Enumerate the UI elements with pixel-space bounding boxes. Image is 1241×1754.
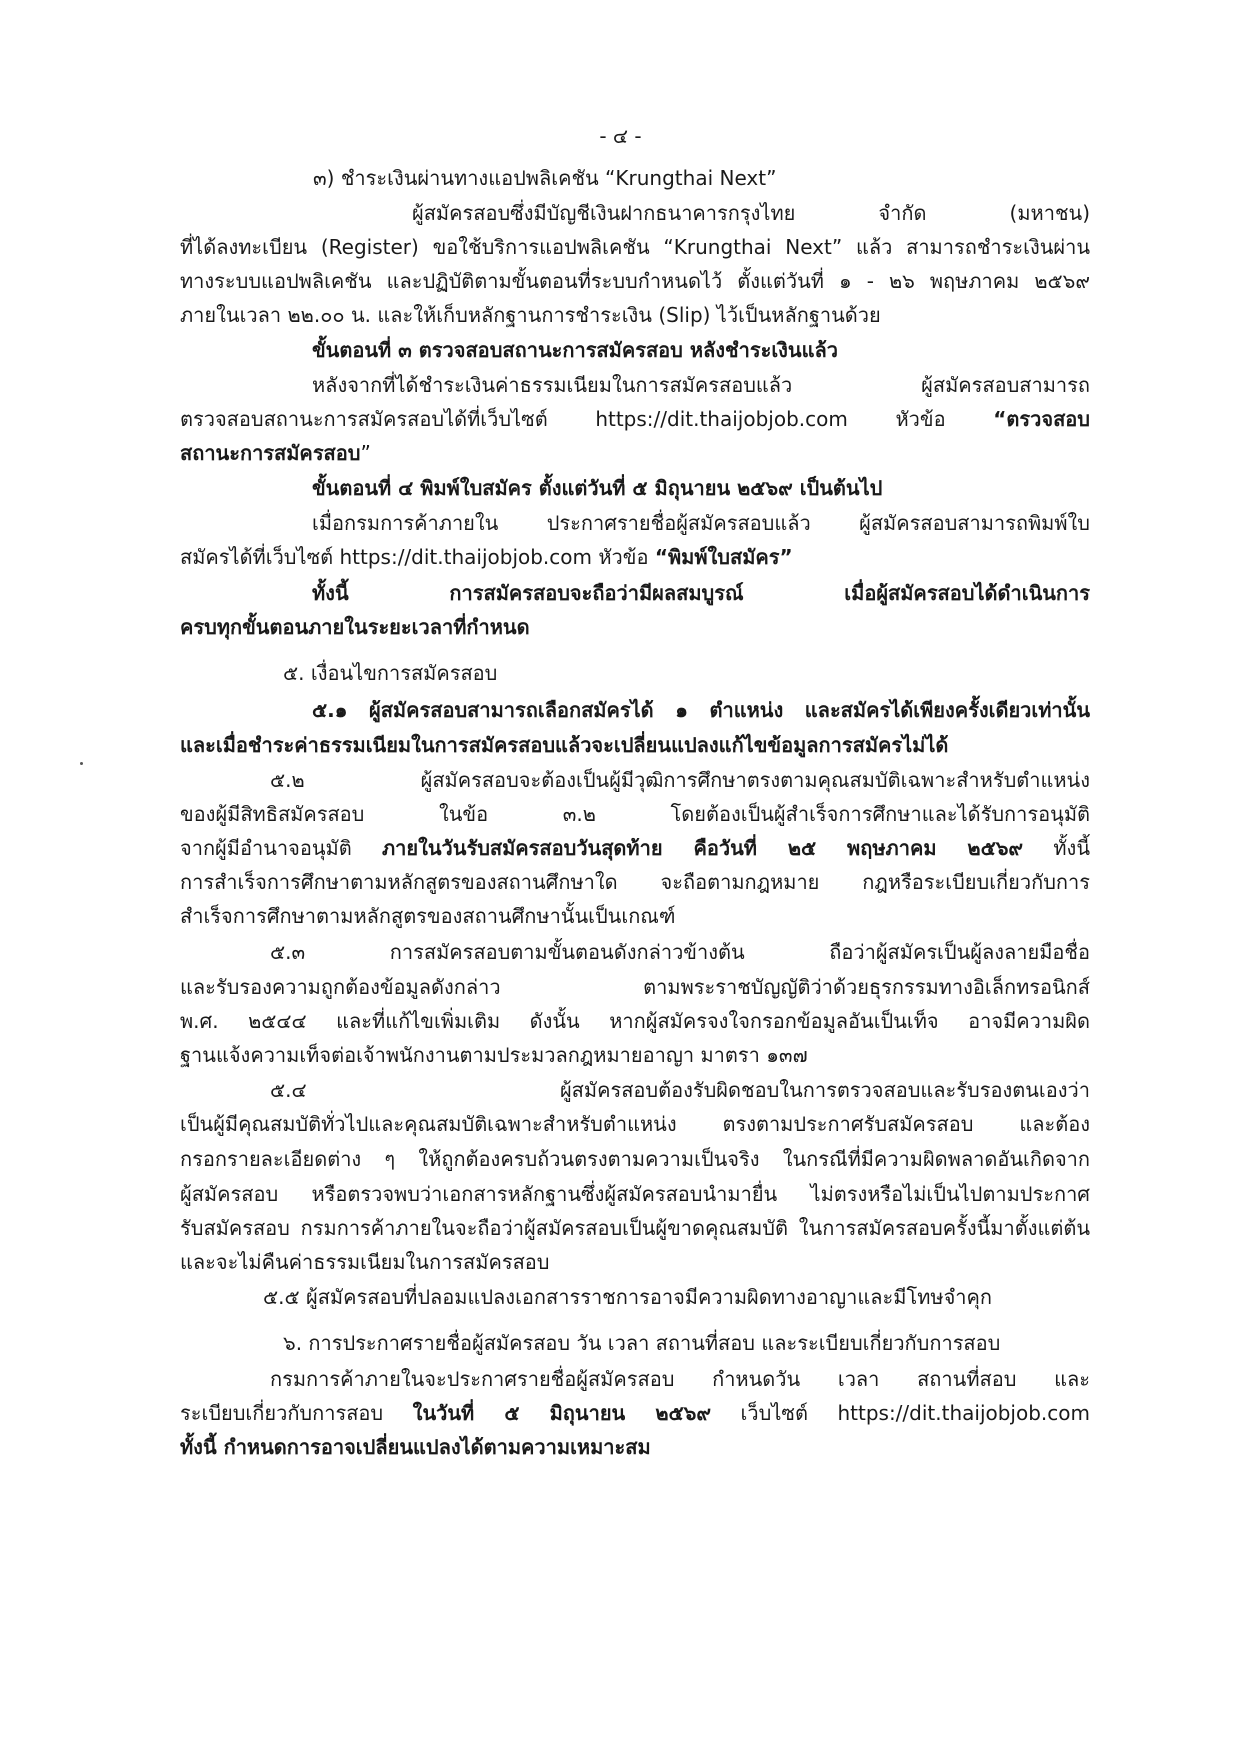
text: ของผู้มีสิทธิสมัครสอบ ในข้อ ๓.๒ โดยต้องเป็นผู้สำเร็จการศึกษาและได้รับการอนุมัติ xyxy=(180,802,1090,826)
clause-line xyxy=(180,1177,1090,1211)
paragraph-line xyxy=(180,298,881,332)
bold-text: ขั้นตอนที่ ๔ พิมพ์ใบสมัคร ตั้งแต่วันที่ ๕ มิถุนายน ๒๕๖๙ เป็นต้นไป xyxy=(312,476,883,500)
text: กรอกรายละเอียดต่าง ๆ ให้ถูกต้องครบถ้วนตรงตามความเป็นจริง ในกรณีที่มีความผิดพลาดอันเกิดจาก xyxy=(180,1147,1090,1171)
text: ๕.๔ ผู้สมัครสอบต้องรับผิดชอบในการตรวจสอบและรับรองตนเองว่า xyxy=(270,1078,1090,1102)
bold-text: สถานะการสมัครสอบ xyxy=(180,441,361,465)
text: เมื่อกรมการค้าภายใน ประกาศรายชื่อผู้สมัครสอบแล้ว ผู้สมัครสอบสามารถพิมพ์ใบ xyxy=(312,511,1090,535)
section-heading xyxy=(283,656,497,690)
subsection-heading xyxy=(313,161,776,195)
clause-line xyxy=(180,1211,1090,1245)
text: และรับรองความถูกต้องข้อมูลดังกล่าว ตามพระราชบัญญัติว่าด้วยธุรกรรมทางอิเล็กทรอนิกส์ xyxy=(180,975,1090,999)
paragraph-line xyxy=(180,402,1090,436)
note-line xyxy=(312,576,1090,610)
paragraph-line xyxy=(312,506,1090,540)
text: ตรวจสอบสถานะการสมัครสอบได้ที่เว็บไซต์ https://dit.thaijobjob.com หัวข้อ xyxy=(180,407,994,431)
clause-line xyxy=(312,693,1090,727)
bold-text: “ตรวจสอบ xyxy=(993,407,1090,431)
clause-line xyxy=(180,1038,808,1072)
scan-speck xyxy=(80,762,83,765)
bold-text: ทั้งนี้ กำหนดการอาจเปลี่ยนแปลงได้ตามความเหมาะสม xyxy=(180,1435,651,1459)
paragraph-line xyxy=(270,1362,1090,1396)
bold-text: ขั้นตอนที่ ๓ ตรวจสอบสถานะการสมัครสอบ หลังชำระเงินแล้ว xyxy=(312,338,838,362)
text: การสำเร็จการศึกษาตามหลักสูตรของสถานศึกษาใด จะถือตามกฎหมาย กฎหรือระเบียบเกี่ยวกับการ xyxy=(180,870,1090,894)
paragraph-line xyxy=(412,196,1090,230)
text: รับสมัครสอบ กรมการค้าภายในจะถือว่าผู้สมัครสอบเป็นผู้ขาดคุณสมบัติ ในการสมัครสอบครั้งนี้มาตั้งแต่ต้น xyxy=(180,1216,1090,1240)
clause-line xyxy=(180,970,1090,1004)
step-heading xyxy=(312,333,838,367)
text: จากผู้มีอำนาจอนุมัติ xyxy=(180,836,382,860)
clause-line xyxy=(180,899,675,933)
paragraph-line xyxy=(180,264,1090,298)
text: ผู้สมัครสอบ หรือตรวจพบว่าเอกสารหลักฐานซึ่งผู้สมัครสอบนำมายื่น ไม่ตรงหรือไม่เป็นไปตามประกาศ xyxy=(180,1182,1090,1206)
text: และจะไม่คืนค่าธรรมเนียมในการสมัครสอบ xyxy=(180,1250,550,1274)
page-number: - ๔ - xyxy=(599,124,642,148)
paragraph-line xyxy=(180,1430,651,1464)
clause-line xyxy=(270,935,1090,969)
text: ๓) ชำระเงินผ่านทางแอปพลิเคชัน “Krungthai Next” xyxy=(313,166,777,190)
bold-text: และเมื่อชำระค่าธรรมเนียมในการสมัครสอบแล้วจะเปลี่ยนแปลงแก้ไขข้อมูลการสมัครไม่ได้ xyxy=(180,733,949,757)
text: ที่ได้ลงทะเบียน (Register) ขอใช้บริการแอปพลิเคชัน “Krungthai Next” แล้ว สามารถชำระเงินผ่าน xyxy=(180,235,1090,259)
text: ๕.๓ การสมัครสอบตามขั้นตอนดังกล่าวข้างต้น ถือว่าผู้สมัครเป็นผู้ลงลายมือชื่อ xyxy=(270,940,1090,964)
text: ๕.๕ ผู้สมัครสอบที่ปลอมแปลงเอกสารราชการอาจมีความผิดทางอาญาและมีโทษจำคุก xyxy=(263,1285,993,1309)
bold-text: ทั้งนี้ การสมัครสอบจะถือว่ามีผลสมบูรณ์ เมื่อผู้สมัครสอบได้ดำเนินการ xyxy=(312,581,1090,605)
clause-line xyxy=(180,728,948,762)
section-heading xyxy=(283,1326,1000,1360)
bold-text: ๕.๑ ผู้สมัครสอบสามารถเลือกสมัครได้ ๑ ตำแหน่ง และสมัครได้เพียงครั้งเดียวเท่านั้น xyxy=(312,698,1090,722)
bold-text: ในวันที่ ๕ มิถุนายน ๒๕๖๙ xyxy=(412,1401,712,1425)
paragraph-line xyxy=(180,540,793,574)
clause-line xyxy=(180,1004,1090,1038)
clause-line xyxy=(180,1142,1090,1176)
text: หลังจากที่ได้ชำระเงินค่าธรรมเนียมในการสมัครสอบแล้ว ผู้สมัครสอบสามารถ xyxy=(312,373,1090,397)
text: สมัครได้ที่เว็บไซต์ https://dit.thaijobjob.com หัวข้อ xyxy=(180,545,655,569)
text: กรมการค้าภายในจะประกาศรายชื่อผู้สมัครสอบ กำหนดวัน เวลา สถานที่สอบ และ xyxy=(270,1367,1090,1391)
clause-line xyxy=(180,1107,1090,1141)
bold-text: ภายในวันรับสมัครสอบวันสุดท้าย คือวันที่ ๒๕ พฤษภาคม ๒๕๖๙ xyxy=(381,836,1024,860)
note-line xyxy=(180,610,530,644)
paragraph-line xyxy=(312,368,1090,402)
clause-line xyxy=(263,1280,992,1314)
text: ๕.๒ ผู้สมัครสอบจะต้องเป็นผู้มีวุฒิการศึกษาตรงตามคุณสมบัติเฉพาะสำหรับตำแหน่ง xyxy=(270,768,1090,792)
paragraph-line xyxy=(180,1396,1090,1430)
text: สำเร็จการศึกษาตามหลักสูตรของสถานศึกษานั้นเป็นเกณฑ์ xyxy=(180,904,676,928)
text: ผู้สมัครสอบซึ่งมีบัญชีเงินฝากธนาคารกรุงไทย จำกัด (มหาชน) xyxy=(412,201,1090,225)
text: ทางระบบแอปพลิเคชัน และปฏิบัติตามขั้นตอนที่ระบบกำหนดไว้ ตั้งแต่วันที่ ๑ - ๒๖ พฤษภาคม ๒๕๖๙ xyxy=(180,269,1090,293)
text: ระเบียบเกี่ยวกับการสอบ xyxy=(180,1401,413,1425)
clause-line xyxy=(180,1245,549,1279)
clause-line xyxy=(270,1073,1090,1107)
paragraph-line xyxy=(180,436,371,470)
text: ๕. เงื่อนไขการสมัครสอบ xyxy=(283,661,498,685)
text: พ.ศ. ๒๕๔๔ และที่แก้ไขเพิ่มเติม ดังนั้น หากผู้สมัครจงใจกรอกข้อมูลอันเป็นเท็จ อาจมีความผิด xyxy=(180,1009,1090,1033)
clause-line xyxy=(180,831,1090,865)
clause-line xyxy=(180,797,1090,831)
text: ๖. การประกาศรายชื่อผู้สมัครสอบ วัน เวลา สถานที่สอบ และระเบียบเกี่ยวกับการสอบ xyxy=(283,1331,1001,1355)
clause-line xyxy=(270,763,1090,797)
bold-text: ครบทุกขั้นตอนภายในระยะเวลาที่กำหนด xyxy=(180,615,530,639)
text: ภายในเวลา ๒๒.๐๐ น. และให้เก็บหลักฐานการชำระเงิน (Slip) ไว้เป็นหลักฐานด้วย xyxy=(180,303,881,327)
paragraph-line xyxy=(180,230,1090,264)
clause-line xyxy=(180,865,1090,899)
bold-text: “พิมพ์ใบสมัคร” xyxy=(654,545,793,569)
step-heading xyxy=(312,471,882,505)
text: เป็นผู้มีคุณสมบัติทั่วไปและคุณสมบัติเฉพาะสำหรับตำแหน่ง ตรงตามประกาศรับสมัครสอบ และต้อง xyxy=(180,1112,1090,1136)
text: ฐานแจ้งความเท็จต่อเจ้าพนักงานตามประมวลกฎหมายอาญา มาตรา ๑๓๗ xyxy=(180,1043,808,1067)
text: เว็บไซต์ https://dit.thaijobjob.com xyxy=(711,1401,1090,1425)
text: ทั้งนี้ xyxy=(1023,836,1090,860)
text: ” xyxy=(360,441,371,465)
